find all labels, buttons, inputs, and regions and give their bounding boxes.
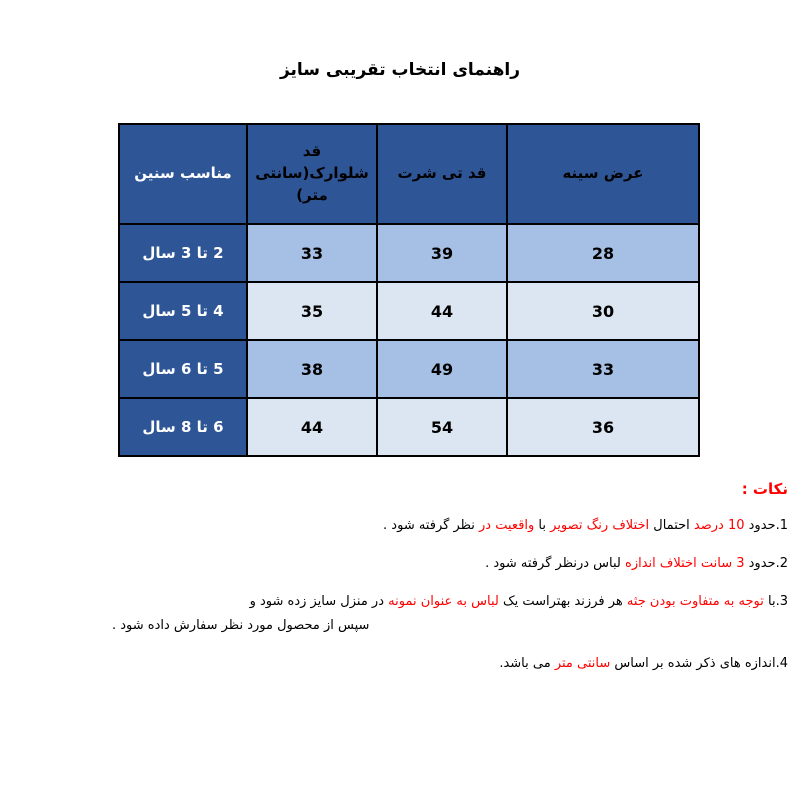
note-line [112,652,788,676]
age-cell: 4 تا 5 سال [119,282,247,340]
age-cell: 2 تا 3 سال [119,224,247,282]
tshirt-length-cell: 54 [377,398,507,456]
shorts-length-cell: 33 [247,224,377,282]
table-header-row [119,124,699,224]
header-chest-width: عرض سینه [507,124,699,224]
note-line [112,514,788,538]
note-line [112,614,788,638]
note-text: نظر گرفته شود . [383,518,480,533]
note-highlight-text: سانتی متر [554,656,611,671]
note-text: هر فرزند بهتراست یک [498,594,627,609]
page-title: راهنمای انتخاب تقریبی سایز [279,60,521,80]
note-highlight-text: 3 سانت اختلاف اندازه [625,556,745,571]
chest-width-cell: 30 [507,282,699,340]
header-suitable-ages: مناسب سنین [119,124,247,224]
note-highlight-text: توجه به متفاوت بودن جثه [626,594,764,609]
size-guide-table [118,123,700,457]
note-highlight-text: 10 درصد [693,518,745,533]
header-tshirt-length: قد تی شرت [377,124,507,224]
table-row [119,340,699,398]
tshirt-length-cell: 39 [377,224,507,282]
chest-width-cell: 28 [507,224,699,282]
note-highlight-text: لباس به عنوان نمونه [388,594,499,609]
age-cell: 6 تا 8 سال [119,398,247,456]
note-line [112,590,788,614]
age-cell: 5 تا 6 سال [119,340,247,398]
shorts-length-cell: 44 [247,398,377,456]
shorts-length-cell: 38 [247,340,377,398]
note-text: 1.حدود [744,518,788,533]
note-item [112,552,788,576]
chest-width-cell: 36 [507,398,699,456]
note-item [112,590,788,638]
table-row [119,224,699,282]
tshirt-length-cell: 49 [377,340,507,398]
note-line [112,552,788,576]
notes-list [112,514,788,676]
note-highlight-text: واقعیت در [479,518,535,533]
note-text: سپس از محصول مورد نظر سفارش داده شود . [112,618,370,633]
note-text: احتمال [649,518,694,533]
note-text: با [534,518,551,533]
table-row [119,282,699,340]
header-shorts-length: قد شلوارک(سانتی متر) [247,124,377,224]
notes-section [112,478,788,690]
note-text: لباس درنظر گرفته شود . [485,556,626,571]
note-text: 2.حدود [744,556,788,571]
note-highlight-text: اختلاف رنگ تصویر [550,518,650,533]
table-row [119,398,699,456]
chest-width-cell: 33 [507,340,699,398]
notes-heading: نکات : [741,480,788,498]
tshirt-length-cell: 44 [377,282,507,340]
note-text: 4.اندازه های ذکر شده بر اساس [610,656,788,671]
note-text: 3.با [763,594,788,609]
note-text: در منزل سایز زده شود و [249,594,389,609]
shorts-length-cell: 35 [247,282,377,340]
note-text: می باشد. [499,656,555,671]
note-item [112,514,788,538]
note-item [112,652,788,676]
